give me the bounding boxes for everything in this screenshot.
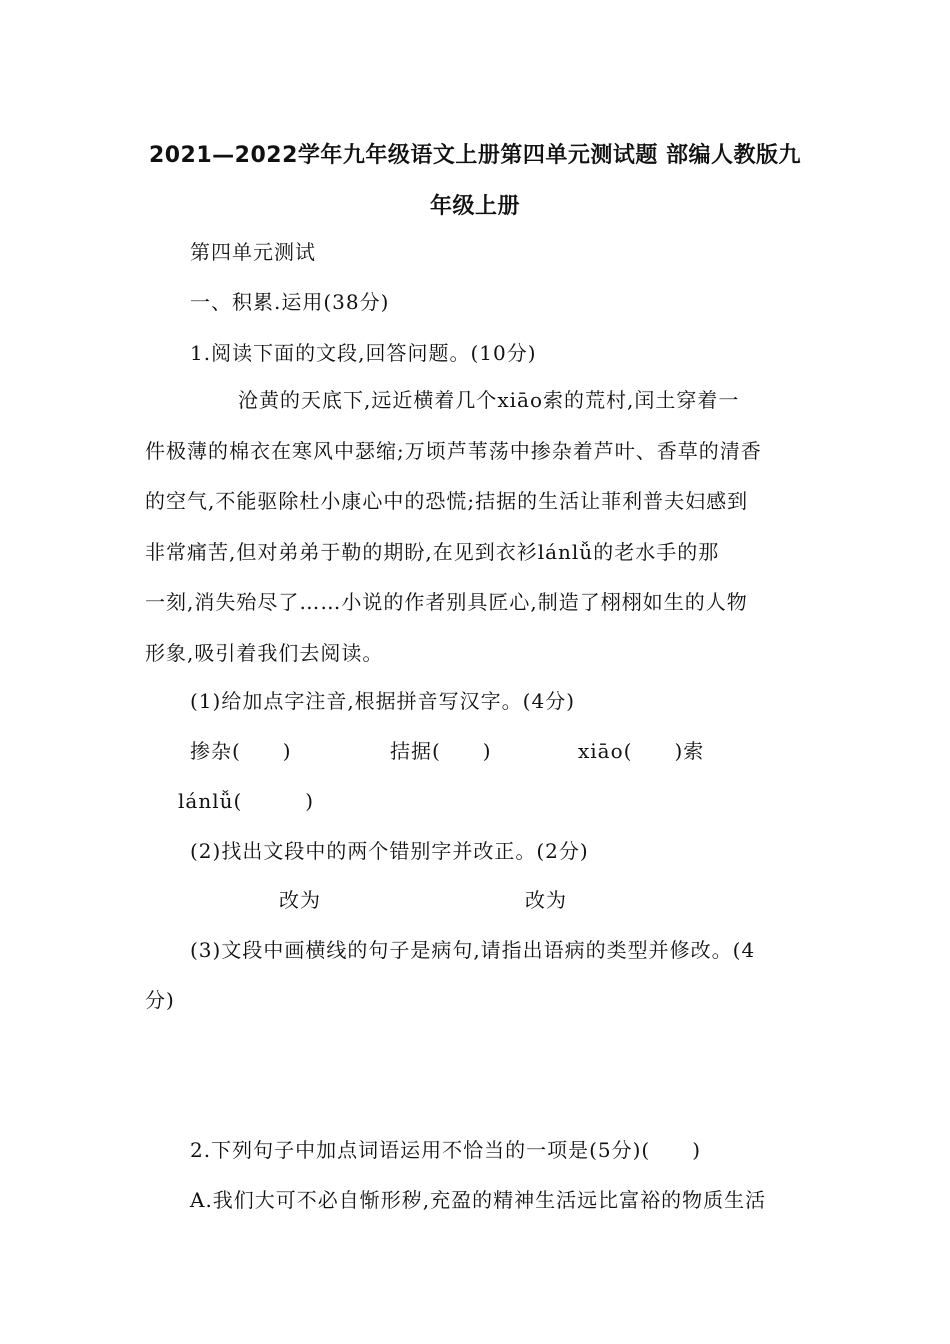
- pinyin-item-jieju: 拮据( ): [390, 739, 492, 763]
- section-heading: 一、积累.运用(38分): [190, 290, 390, 314]
- unit-heading: 第四单元测试: [190, 240, 316, 264]
- passage-line: 的空气,不能驱除杜小康心中的恐慌;拮据的生活让菲利普夫妇感到: [145, 489, 749, 513]
- pinyin-item-chanza: 掺杂( ): [190, 739, 292, 763]
- pinyin-item-xiaosuo: xiāo( )索: [578, 739, 705, 763]
- passage-line: 沧黄的天底下,远近横着几个xiāo索的荒村,闰土穿着一: [238, 388, 740, 412]
- pinyin-item-lanlv: lánlǚ( ): [178, 789, 315, 813]
- question-2-stem: 2.下列句子中加点词语运用不恰当的一项是(5分)( ): [190, 1138, 702, 1162]
- sub-question-3-stem-line-2: 分): [145, 988, 175, 1012]
- correction-slot-1: 改为: [279, 888, 321, 912]
- question-1-stem: 1.阅读下面的文段,回答问题。(10分): [190, 341, 537, 365]
- document-title-line-2: 年级上册: [429, 194, 520, 219]
- document-title-line-1: 2021—2022学年九年级语文上册第四单元测试题 部编人教版九: [148, 143, 802, 168]
- passage-line: 非常痛苦,但对弟弟于勒的期盼,在见到衣衫lánlǚ的老水手的那: [145, 539, 720, 564]
- sub-question-3-stem-line-1: (3)文段中画横线的句子是病句,请指出语病的类型并修改。(4: [190, 938, 756, 962]
- question-1-passage: [145, 375, 807, 678]
- sub-question-1-stem: (1)给加点字注音,根据拼音写汉字。(4分): [190, 689, 576, 713]
- correction-slot-2: 改为: [525, 888, 567, 912]
- passage-line: 件极薄的棉衣在寒风中瑟缩;万顷芦苇荡中掺杂着芦叶、香草的清香: [145, 438, 762, 463]
- question-2-option-a: A.我们大可不必自惭形秽,充盈的精神生活远比富裕的物质生活: [190, 1188, 767, 1212]
- sub-question-2-stem: (2)找出文段中的两个错别字并改正。(2分): [190, 839, 589, 863]
- passage-line: 形象,吸引着我们去阅读。: [145, 640, 384, 665]
- passage-line: 一刻,消失殆尽了……小说的作者别具匠心,制造了栩栩如生的人物: [145, 590, 748, 614]
